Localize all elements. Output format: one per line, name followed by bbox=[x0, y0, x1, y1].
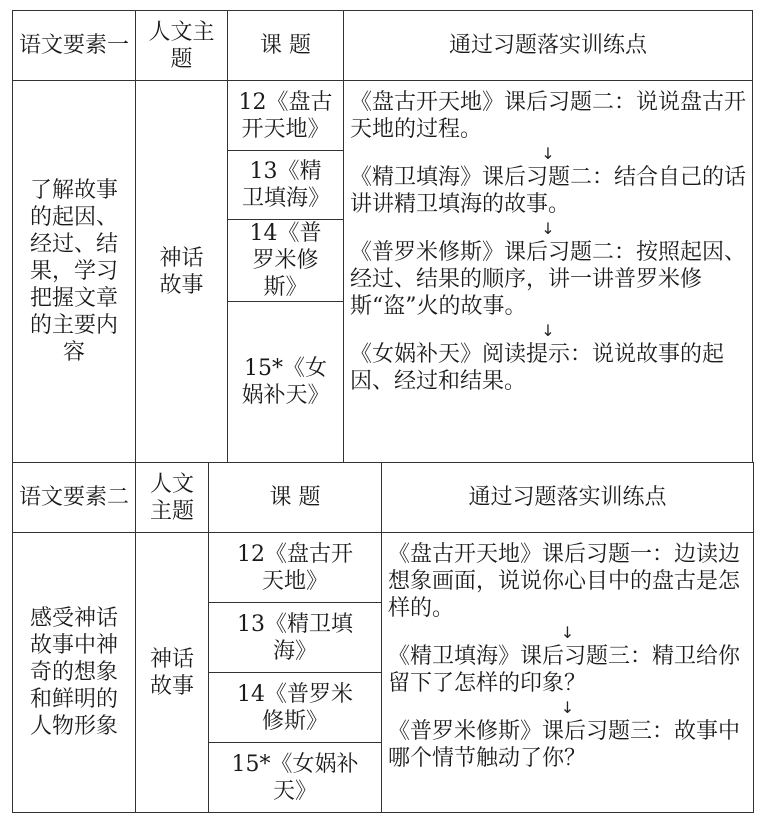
practice-step: 《盘古开天地》课后习题二：说说盘古开天地的过程。 bbox=[350, 90, 747, 142]
theme-cell: 神话故事 bbox=[136, 533, 209, 813]
down-arrow-icon: ↓ bbox=[560, 698, 575, 717]
header-row bbox=[13, 463, 754, 533]
lesson-cell: 14《普罗米修斯》 bbox=[209, 673, 382, 743]
header-element: 语文要素一 bbox=[13, 11, 136, 81]
practice-step: 《精卫填海》课后习题三：精卫给你留下了怎样的印象？ bbox=[388, 644, 741, 696]
lesson-cell: 13《精卫填海》 bbox=[228, 151, 344, 220]
down-arrow-icon: ↓ bbox=[560, 623, 575, 642]
table-element-two bbox=[12, 462, 754, 813]
theme-cell: 神话故事 bbox=[136, 81, 228, 463]
header-practice: 通过习题落实训练点 bbox=[344, 11, 753, 81]
lesson-cell: 15*《女娲补天》 bbox=[228, 302, 344, 463]
header-practice: 通过习题落实训练点 bbox=[382, 463, 754, 533]
header-element: 语文要素二 bbox=[13, 463, 136, 533]
down-arrow-icon: ↓ bbox=[541, 219, 555, 238]
element-cell: 了解故事的起因、经过、结果，学习把握文章的主要内容 bbox=[13, 81, 136, 463]
element-cell: 感受神话故事中神奇的想象和鲜明的人物形象 bbox=[13, 533, 136, 813]
practice-step: 《普罗米修斯》课后习题三：故事中哪个情节触动了你？ bbox=[388, 719, 741, 771]
header-theme: 人文主题 bbox=[136, 463, 209, 533]
header-theme: 人文主题 bbox=[136, 11, 228, 81]
header-row bbox=[13, 11, 753, 81]
header-lesson: 课 题 bbox=[228, 11, 344, 81]
table-element-one bbox=[12, 10, 753, 463]
lesson-cell: 15*《女娲补天》 bbox=[209, 743, 382, 813]
practice-cell bbox=[382, 533, 754, 813]
lesson-cell: 12《盘古开天地》 bbox=[228, 81, 344, 151]
lesson-cell: 14《普罗米修斯》 bbox=[228, 220, 344, 302]
practice-step: 《女娲补天》阅读提示：说说故事的起因、经过和结果。 bbox=[350, 342, 725, 394]
practice-cell bbox=[344, 81, 753, 463]
practice-step: 《普罗米修斯》课后习题二：按照起因、经过、结果的顺序，讲一讲普罗米修斯“盗”火的故事。 bbox=[350, 240, 747, 319]
practice-step: 《盘古开天地》课后习题一：边读边想象画面，说说你心目中的盘古是怎样的。 bbox=[388, 542, 741, 621]
lesson-cell: 13《精卫填海》 bbox=[209, 603, 382, 673]
down-arrow-icon: ↓ bbox=[541, 144, 555, 163]
down-arrow-icon: ↓ bbox=[541, 321, 555, 340]
lesson-cell: 12《盘古开天地》 bbox=[209, 533, 382, 603]
header-lesson: 课 题 bbox=[209, 463, 382, 533]
table-row bbox=[13, 533, 754, 603]
practice-step: 《精卫填海》课后习题二：结合自己的话讲讲精卫填海的故事。 bbox=[350, 165, 747, 217]
table-row bbox=[13, 81, 753, 151]
